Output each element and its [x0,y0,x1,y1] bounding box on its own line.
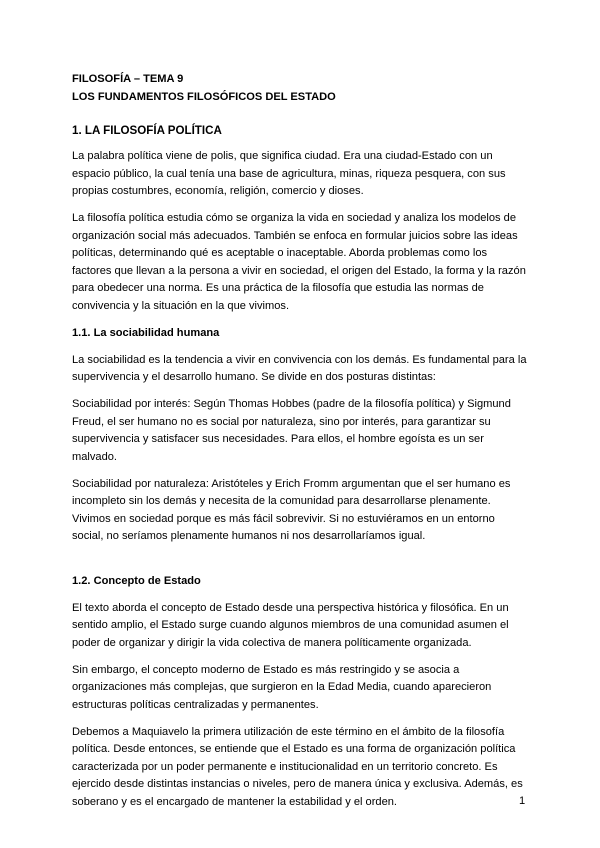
paragraph: La filosofía política estudia cómo se organiza la vida en sociedad y analiza los modelos de organización social más adecuados. También se enfoca en formular juicios sobre las ideas políticas, determinando qué es aceptable o inaceptable. Aborda problemas como los factores que llevan a la persona a vivir en sociedad, el origen del Estado, la forma y la razón para obedecer una norma. Es una práctica de la filosofía que estudia las normas de convivencia y la situación en la que vivimos. [72,212,526,312]
paragraph: El texto aborda el concepto de Estado desde una perspectiva histórica y filosófica. En un sentido amplio, el Estado surge cuando algunos miembros de una comunidad asumen el poder de organizar y dirigir la vida colectiva de manera políticamente organizada. [72,601,509,649]
paragraph: Debemos a Maquiavelo la primera utilización de este término en el ámbito de la filosofía política. Desde entonces, se entiende que el Estado es una forma de organización política caracterizada por un poder permanente e institucionalidad en un territorio concreto. Es ejercido desde distintas instancias o niveles, pero de manera única y exclusiva. Además, es soberano y es el encargado de mantener la estabilidad y el orden. [72,725,523,808]
section-heading-filosofia-politica: 1. LA FILOSOFÍA POLÍTICA [72,124,222,137]
paragraph: La sociabilidad es la tendencia a vivir en convivencia con los demás. Es fundamental para la supervivencia y el desarrollo humano. Se divide en dos posturas distintas: [72,353,527,383]
subject-title: FILOSOFÍA – TEMA 9 [72,73,184,85]
page-number: 1 [519,795,526,807]
subsection-heading-sociabilidad: 1.1. La sociabilidad humana [72,326,220,339]
paragraph: Sin embargo, el concepto moderno de Estado es más restringido y se asocia a organizaciones más complejas, que surgieron en la Edad Media, cuando aparecieron estructuras políticas centralizadas y permanentes. [72,663,492,711]
paragraph: La palabra política viene de polis, que significa ciudad. Era una ciudad-Estado con un espacio público, la cual tenía una base de agricultura, minas, riqueza pesquera, con sus propias costumbres, economía, religión, comercio y dioses. [72,150,506,197]
paragraph: Sociabilidad por naturaleza: Aristóteles y Erich Fromm argumentan que el ser humano es incompleto sin los demás y necesita de la comunidad para desarrollarse plenamente. Vivimos en sociedad porque es más fácil sobrevivir. Si no estuviéramos en un entorno social, no seríamos plenamente humanos ni nos desarrollaríamos igual. [72,477,511,542]
topic-title: LOS FUNDAMENTOS FILOSÓFICOS DEL ESTADO [72,90,336,103]
paragraph: Sociabilidad por interés: Según Thomas Hobbes (padre de la filosofía política) y Sigmund Freud, el ser humano no es social por naturaleza, sino por interés, para garantizar su supervivencia y satisfacer sus necesidades. Para ellos, el hombre egoísta es un ser malvado. [72,398,511,463]
subsection-heading-concepto-estado: 1.2. Concepto de Estado [72,574,201,587]
document-body [72,71,528,821]
